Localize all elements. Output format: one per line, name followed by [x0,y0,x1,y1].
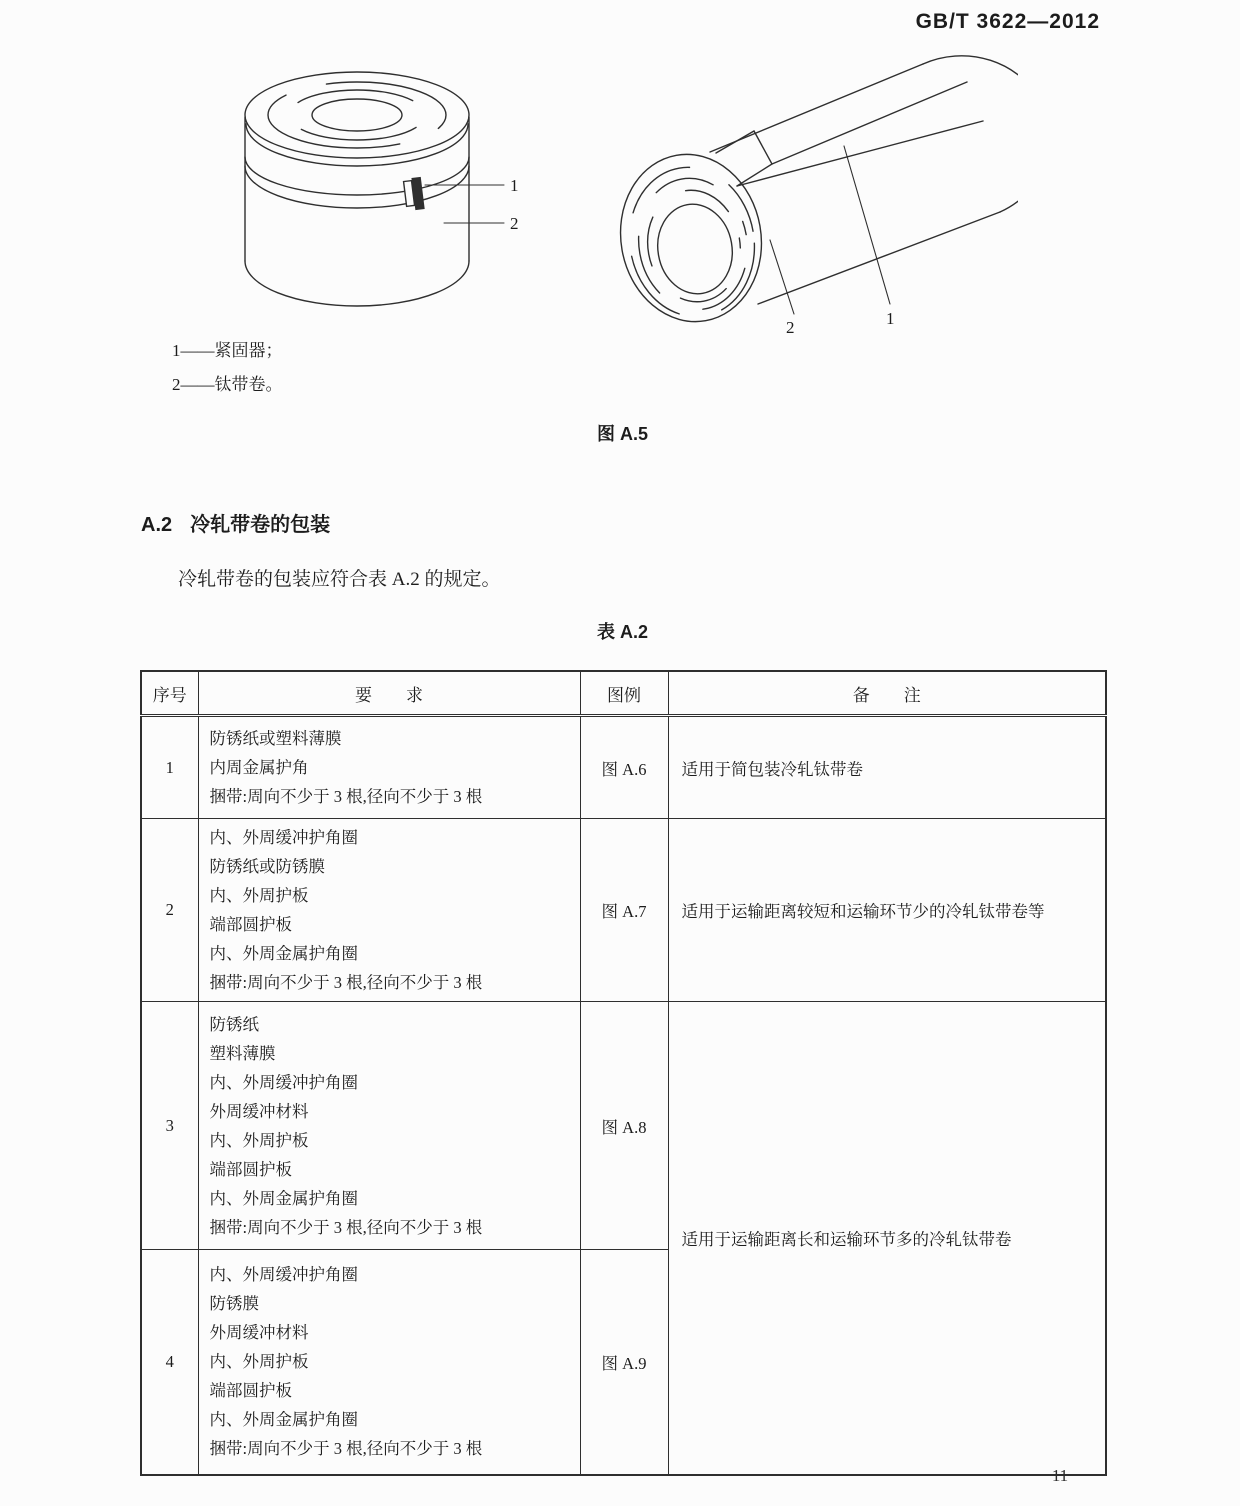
callout-2: 2 [510,214,519,233]
callout-1: 1 [510,176,519,195]
figure-caption: 图 A.5 [596,424,648,444]
table-row [141,716,1106,819]
section-title: 冷轧带卷的包装 [190,514,331,536]
table-caption: 表 A.2 [596,622,648,642]
requirement-line: 外周缓冲材料 [209,1323,309,1343]
coil-horizontal-drawing [598,52,1018,342]
row-number: 1 [141,716,198,819]
requirement-line: 内、外周护板 [209,1130,309,1150]
col-header-requirement: 要 求 [198,671,580,716]
requirement-line: 捆带:周向不少于 3 根,径向不少于 3 根 [209,1217,483,1237]
legend-item-2: 2——钛带卷。 [172,375,283,394]
coil-vertical-drawing [238,60,528,335]
body-paragraph: 冷轧带卷的包装应符合表 A.2 的规定。 [178,569,501,590]
requirement-line: 塑料薄膜 [209,1043,276,1063]
requirement-line: 内、外周护板 [209,1352,309,1372]
requirement-line: 内、外周护板 [209,886,309,905]
table-row [141,819,1106,1002]
figure-ref: 图 A.9 [580,1250,668,1475]
requirement-line: 防锈膜 [209,1294,259,1314]
requirement-line: 内、外周金属护角圈 [209,1188,358,1208]
figure-ref: 图 A.8 [580,1002,668,1250]
row-note: 适用于简包装冷轧钛带卷 [668,716,1106,819]
requirement-line: 端部圆护板 [209,1381,292,1401]
requirement-line: 端部圆护板 [209,1159,292,1179]
requirement-line: 内、外周缓冲护角圈 [209,1072,358,1092]
col-header-example: 图例 [580,671,668,716]
requirement-line: 内、外周缓冲护角圈 [209,828,358,847]
page-number: 11 [1051,1466,1069,1485]
section-number: A.2 [141,514,173,536]
figure-ref: 图 A.6 [580,716,668,819]
requirement-line: 防锈纸或防锈膜 [209,857,325,876]
section-heading [141,508,330,537]
requirement-line: 捆带:周向不少于 3 根,径向不少于 3 根 [209,1439,483,1459]
merged-note: 适用于运输距离长和运输环节多的冷轧钛带卷 [668,1002,1106,1475]
row-number: 2 [141,819,198,1002]
table-row [141,1002,1106,1250]
requirement-line: 内周金属护角 [209,758,309,777]
standard-number: GB/T 3622—2012 [915,10,1100,33]
requirement-line: 内、外周缓冲护角圈 [209,1265,358,1285]
requirement-line: 防锈纸或塑料薄膜 [209,729,342,748]
packaging-table [140,670,1107,1476]
table-header-row [141,671,1106,716]
requirement-line: 捆带:周向不少于 3 根,径向不少于 3 根 [209,973,483,992]
requirement-line: 外周缓冲材料 [209,1101,309,1121]
requirement-line: 端部圆护板 [209,915,292,934]
figure-legend [172,334,283,402]
callout-1: 1 [886,309,895,328]
col-header-note: 备 注 [668,671,1106,716]
requirement-line: 捆带:周向不少于 3 根,径向不少于 3 根 [209,787,483,806]
figure-ref: 图 A.7 [580,819,668,1002]
requirement-line: 内、外周金属护角圈 [209,1410,358,1430]
row-number: 4 [141,1250,198,1475]
col-header-index: 序号 [141,671,198,716]
requirement-line: 内、外周金属护角圈 [209,944,358,963]
row-note: 适用于运输距离较短和运输环节少的冷轧钛带卷等 [668,819,1106,1002]
row-number: 3 [141,1002,198,1250]
requirement-line: 防锈纸 [209,1014,259,1034]
callout-2: 2 [786,318,795,337]
legend-item-1: 1——紧固器； [172,341,283,360]
